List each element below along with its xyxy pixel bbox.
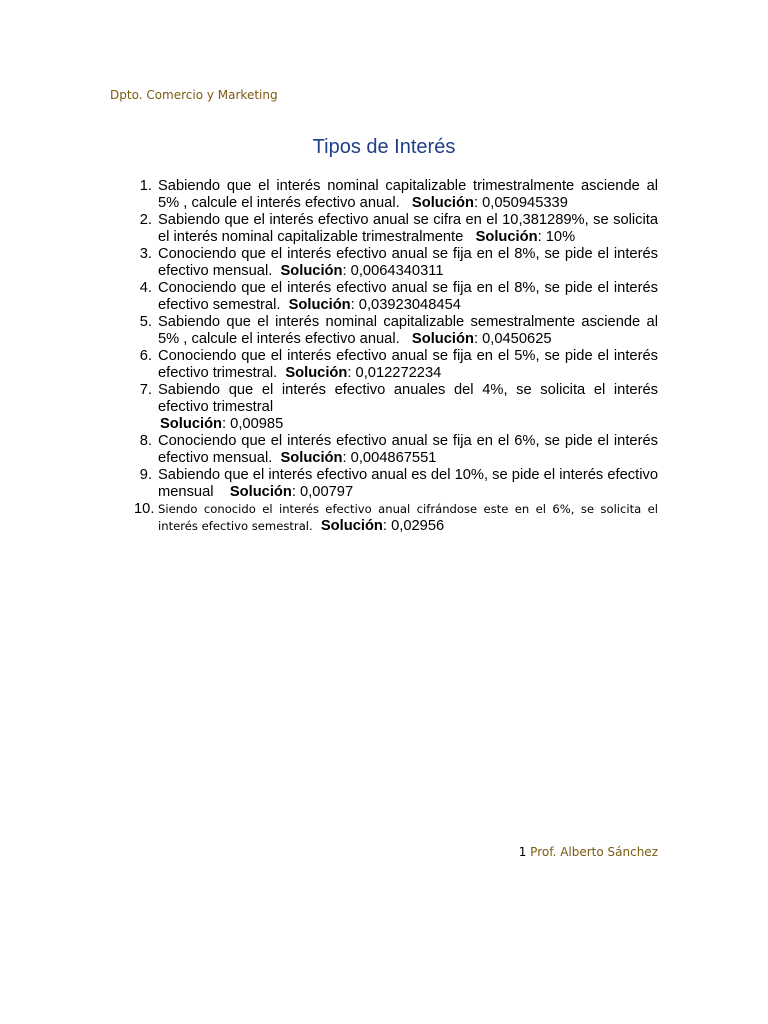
item-text: Conociendo que el interés efectivo anual se fija en el 5%, se pide el interés efectivo trimestral.: [158, 348, 658, 381]
item-number: 6.: [139, 348, 152, 364]
exercise-item-8: [134, 433, 658, 467]
solution-label: Solución: [160, 416, 223, 432]
solution-label: Solución: [411, 331, 474, 347]
page-footer: [519, 845, 658, 859]
item-number: 8.: [139, 433, 152, 449]
item-number: 2.: [139, 212, 152, 228]
exercise-item-7: [134, 382, 658, 433]
solution-value: : 0,00797: [291, 484, 354, 500]
item-text: Conociendo que el interés efectivo anual se fija en el 6%, se pide el interés efectivo mensual.: [158, 433, 658, 466]
page-title: Tipos de Interés: [312, 136, 456, 158]
exercise-item-2: [134, 212, 658, 246]
item-text: Sabiendo que el interés nominal capitalizable semestralmente asciende al 5% , calcule el interés efectivo anual.: [158, 314, 658, 347]
item-number: 10.: [134, 501, 155, 517]
solution-value: : 0,004867551: [342, 450, 437, 466]
item-text: Sabiendo que el interés efectivo anual se cifra en el 10,381289%, se solicita el interés nominal capitalizable trimestralmente: [158, 212, 658, 245]
solution-label: Solución: [320, 518, 383, 534]
item-number: 1.: [139, 178, 152, 194]
item-number: 7.: [139, 382, 152, 398]
solution-label: Solución: [280, 263, 343, 279]
item-text: Sabiendo que el interés efectivo anuales del 4%, se solicita el interés efectivo trimestral: [158, 382, 658, 415]
exercise-item-6: [134, 348, 658, 382]
solution-value: : 0,02956: [382, 518, 445, 534]
page-number: 1: [518, 845, 527, 859]
exercise-item-5: [134, 314, 658, 348]
solution-label: Solución: [411, 195, 474, 211]
item-text: Conociendo que el interés efectivo anual se fija en el 8%, se pide el interés efectivo mensual.: [158, 246, 658, 279]
exercise-item-4: [134, 280, 658, 314]
item-text: Siendo conocido el interés efectivo anual cifrándose este en el 6%, se solicita el interés efectivo semestral.: [158, 502, 658, 533]
solution-label: Solución: [280, 450, 343, 466]
item-number: 9.: [139, 467, 152, 483]
item-number: 5.: [139, 314, 152, 330]
author-name: Prof. Alberto Sánchez: [530, 845, 658, 859]
department-header: Dpto. Comercio y Marketing: [110, 88, 278, 102]
solution-value: : 0,050945339: [473, 195, 568, 211]
solution-label: Solución: [229, 484, 292, 500]
item-text: Sabiendo que el interés nominal capitalizable trimestralmente asciende al 5% , calcule el interés efectivo anual.: [158, 178, 658, 211]
item-text: Conociendo que el interés efectivo anual se fija en el 8%, se pide el interés efectivo semestral.: [158, 280, 658, 313]
item-text: Sabiendo que el interés efectivo anual es del 10%, se pide el interés efectivo mensual: [158, 467, 658, 500]
solution-label: Solución: [475, 229, 538, 245]
solution-value: : 0,0064340311: [342, 263, 444, 279]
solution-value: : 0,03923048454: [350, 297, 461, 313]
exercise-item-9: [134, 467, 658, 501]
exercise-list: [134, 178, 658, 535]
solution-label: Solución: [288, 297, 351, 313]
solution-value: : 0,00985: [222, 416, 284, 432]
solution-value: : 0,0450625: [473, 331, 552, 347]
solution-value: : 10%: [537, 229, 576, 245]
solution-value: : 0,012272234: [347, 365, 442, 381]
solution-label: Solución: [285, 365, 348, 381]
exercise-item-1: [134, 178, 658, 212]
exercise-item-10: [134, 501, 658, 535]
item-number: 4.: [139, 280, 152, 296]
item-number: 3.: [139, 246, 152, 262]
exercise-item-3: [134, 246, 658, 280]
